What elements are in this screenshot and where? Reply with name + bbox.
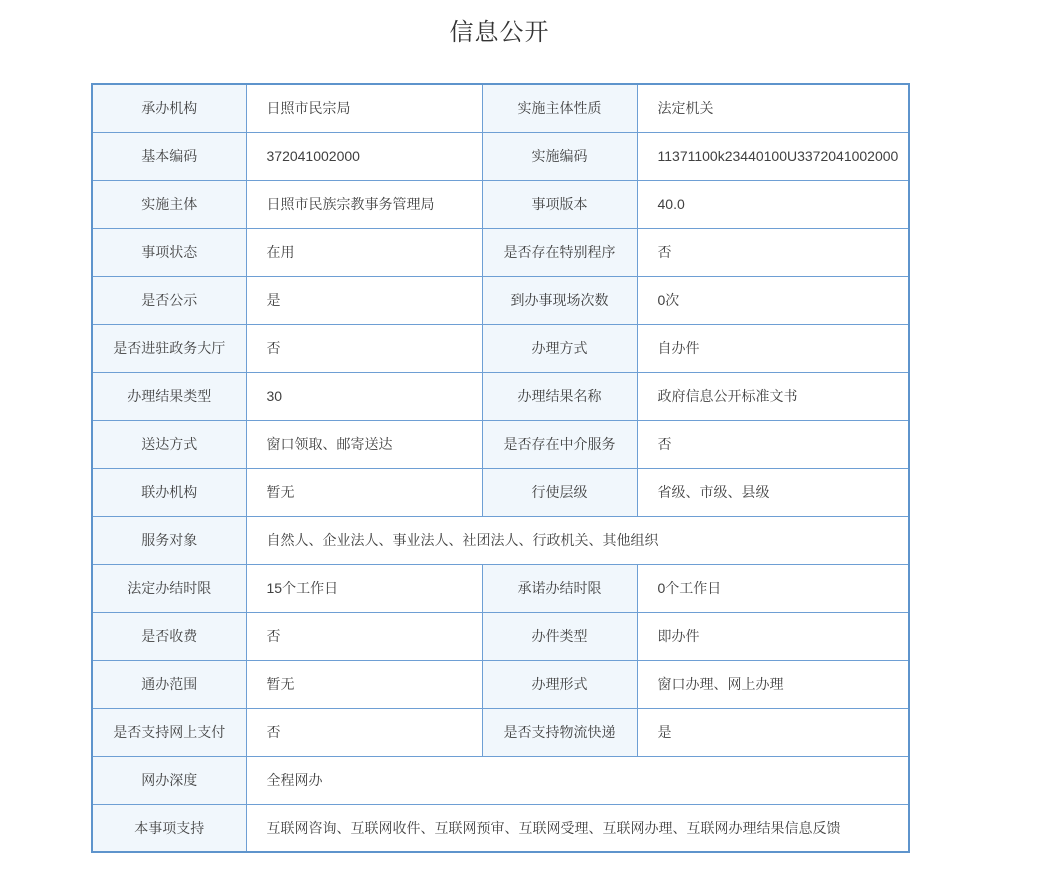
field-label: 是否支持物流快递	[482, 708, 637, 756]
field-label: 事项版本	[482, 180, 637, 228]
field-value: 互联网咨询、互联网收件、互联网预审、互联网受理、互联网办理、互联网办理结果信息反馈	[246, 804, 909, 852]
field-label: 实施主体性质	[482, 84, 637, 132]
field-label: 是否进驻政务大厅	[92, 324, 246, 372]
table-row	[92, 276, 909, 324]
info-table-body	[92, 84, 909, 852]
field-label: 本事项支持	[92, 804, 246, 852]
field-label: 办理形式	[482, 660, 637, 708]
field-value: 否	[246, 324, 482, 372]
field-label: 联办机构	[92, 468, 246, 516]
table-row	[92, 516, 909, 564]
field-value: 是	[637, 708, 909, 756]
field-value: 政府信息公开标准文书	[637, 372, 909, 420]
table-row	[92, 756, 909, 804]
field-label: 行使层级	[482, 468, 637, 516]
table-row	[92, 564, 909, 612]
field-label: 通办范围	[92, 660, 246, 708]
field-value: 否	[637, 228, 909, 276]
table-row	[92, 132, 909, 180]
field-label: 送达方式	[92, 420, 246, 468]
field-label: 是否支持网上支付	[92, 708, 246, 756]
field-value: 日照市民宗局	[246, 84, 482, 132]
info-disclosure-table	[91, 83, 910, 853]
table-row	[92, 84, 909, 132]
field-value: 自然人、企业法人、事业法人、社团法人、行政机关、其他组织	[246, 516, 909, 564]
field-label: 办理方式	[482, 324, 637, 372]
field-label: 实施编码	[482, 132, 637, 180]
table-row	[92, 660, 909, 708]
field-label: 是否收费	[92, 612, 246, 660]
table-row	[92, 708, 909, 756]
table-row	[92, 372, 909, 420]
field-value: 0次	[637, 276, 909, 324]
field-value: 否	[246, 612, 482, 660]
field-value: 0个工作日	[637, 564, 909, 612]
field-label: 是否公示	[92, 276, 246, 324]
field-value: 40.0	[637, 180, 909, 228]
field-label: 基本编码	[92, 132, 246, 180]
field-label: 是否存在中介服务	[482, 420, 637, 468]
field-label: 办理结果名称	[482, 372, 637, 420]
field-label: 法定办结时限	[92, 564, 246, 612]
field-value: 30	[246, 372, 482, 420]
field-label: 是否存在特别程序	[482, 228, 637, 276]
field-label: 服务对象	[92, 516, 246, 564]
field-value: 15个工作日	[246, 564, 482, 612]
table-row	[92, 180, 909, 228]
field-value: 自办件	[637, 324, 909, 372]
content-container	[91, 0, 908, 853]
table-row	[92, 804, 909, 852]
field-value: 法定机关	[637, 84, 909, 132]
field-label: 承诺办结时限	[482, 564, 637, 612]
field-value: 即办件	[637, 612, 909, 660]
field-label: 到办事现场次数	[482, 276, 637, 324]
page-title: 信息公开	[449, 19, 550, 46]
table-row	[92, 324, 909, 372]
field-value: 日照市民族宗教事务管理局	[246, 180, 482, 228]
field-value: 窗口领取、邮寄送达	[246, 420, 482, 468]
field-value: 窗口办理、网上办理	[637, 660, 909, 708]
table-row	[92, 468, 909, 516]
field-value: 暂无	[246, 468, 482, 516]
field-label: 承办机构	[92, 84, 246, 132]
field-value: 否	[637, 420, 909, 468]
table-row	[92, 612, 909, 660]
field-label: 办件类型	[482, 612, 637, 660]
field-value: 11371100k23440100U3372041002000	[637, 132, 909, 180]
field-value: 省级、市级、县级	[637, 468, 909, 516]
field-label: 事项状态	[92, 228, 246, 276]
field-label: 实施主体	[92, 180, 246, 228]
field-label: 网办深度	[92, 756, 246, 804]
table-row	[92, 228, 909, 276]
field-value: 暂无	[246, 660, 482, 708]
table-row	[92, 420, 909, 468]
field-label: 办理结果类型	[92, 372, 246, 420]
field-value: 372041002000	[246, 132, 482, 180]
field-value: 否	[246, 708, 482, 756]
field-value: 全程网办	[246, 756, 909, 804]
field-value: 在用	[246, 228, 482, 276]
field-value: 是	[246, 276, 482, 324]
